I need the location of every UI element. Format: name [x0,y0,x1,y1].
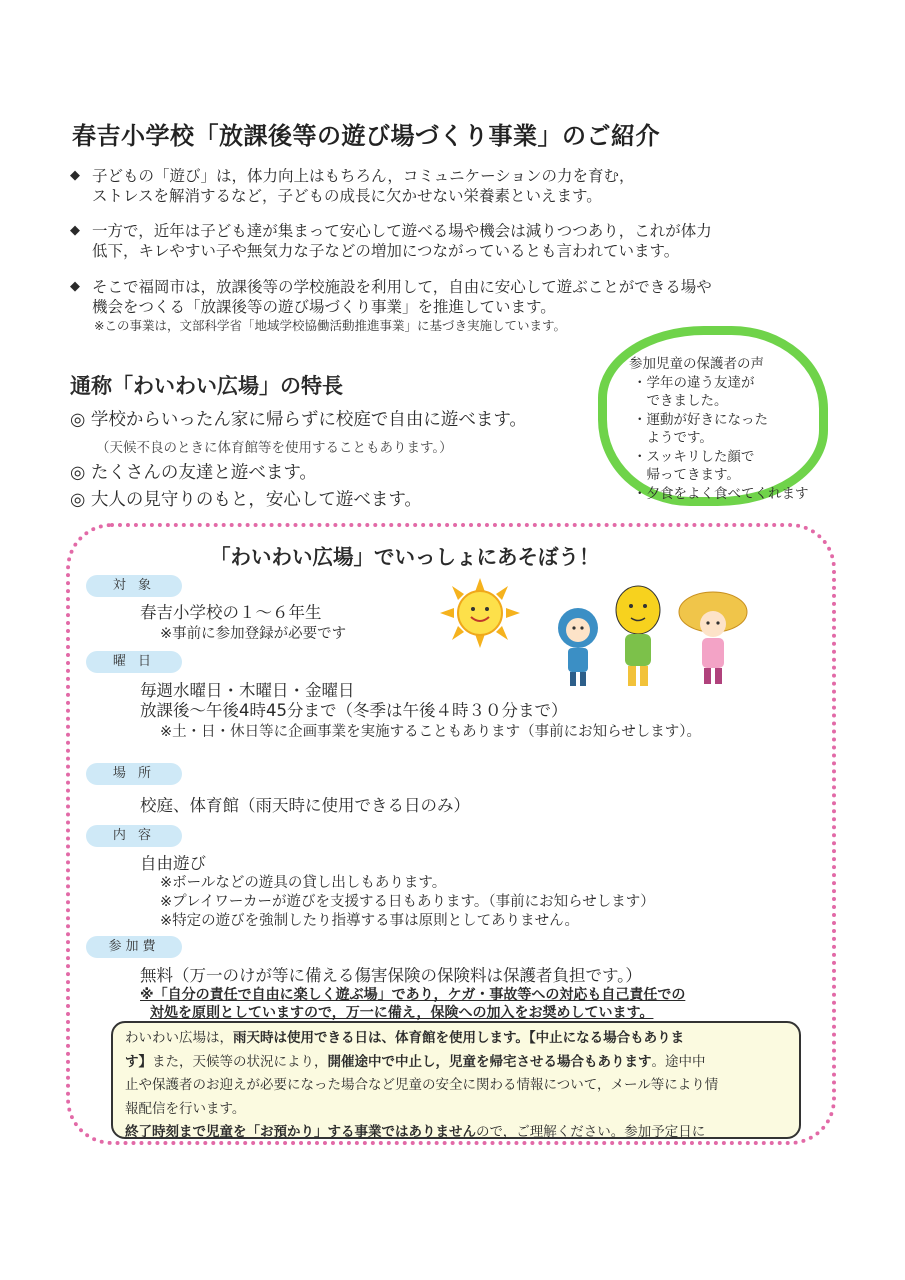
content-text: 自由遊び [140,854,206,873]
info-text: 止や保護者のお迎えが必要になった場合など児童の安全に関わる情報について，メール等により情 [125,1077,719,1093]
intro-bullet [70,221,810,261]
info-box [111,1021,801,1139]
voice-line: できました。 [633,393,728,409]
intro-bullet [70,277,810,317]
voices-title: 参加児童の保護者の声 [629,356,764,372]
bullet-line: 低下，キレやすい子や無気力な子などの増加につながっているとも言われています。 [92,242,680,260]
diamond-icon: ◆ [70,223,80,238]
content-note: ※特定の遊びを強制したり指導する事は原則としてありません。 [160,913,580,929]
voice-line: 帰ってきます。 [633,467,740,483]
feature-item: ◎ たくさんの友達と遊べます。 [70,463,317,483]
bullet-line: 子どもの「遊び」は，体力向上はもちろん，コミュニケーションの力を育む， [92,167,635,185]
sun-illustration [440,578,520,648]
time-text: 放課後～午後4時45分まで（冬季は午後４時３０分まで） [140,701,568,720]
voice-line: ・スッキリした顔で [633,448,755,465]
parent-voices-bubble [598,326,828,506]
target-note: ※事前に参加登録が必要です [160,626,347,642]
kids-illustration [553,578,753,698]
days-label: 曜 日 [86,651,182,673]
features-title: 通称「わいわい広場」の特長 [70,374,343,398]
target-label: 対 象 [86,575,182,597]
target-text: 春吉小学校の１～６年生 [140,603,322,622]
voice-line: ・学年の違う友達が [633,374,755,391]
event-title: 「わいわい広場」でいっしょにあそぼう！ [210,545,600,569]
days-note: ※土・日・休日等に企画事業を実施することもあります（事前にお知らせします）。 [160,724,701,740]
page-title: 春吉小学校「放課後等の遊び場づくり事業」のご紹介 [72,122,660,150]
fee-text: 無料（万一のけが等に備える傷害保険の保険料は保護者負担です。） [140,966,642,985]
content-label: 内 容 [86,825,182,847]
content-note: ※プレイワーカーが遊びを支援する日もあります。（事前にお知らせします） [160,894,655,910]
info-text: また，天候等の状況により， [152,1053,328,1070]
bullet-line: そこで福岡市は，放課後等の学校施設を利用して，自由に安心して遊ぶことができる場や [92,278,712,296]
feature-note: （天候不良のときに体育館等を使用することもあります。） [96,440,453,456]
diamond-icon: ◆ [70,279,80,294]
voice-line: ・運動が好きになった [633,411,768,428]
voice-line: ・夕食をよく食べてくれます [633,485,809,502]
feature-item: ◎ 学校からいったん家に帰らずに校庭で自由に遊べます。 [70,410,527,430]
fee-warning: 対処を原則としていますので，万一に備え，保険への加入をお奨めしています。 [150,1005,654,1021]
info-bold: す】 [125,1053,152,1070]
fee-label: 参加費 [86,936,182,958]
intro-bullet [70,166,810,206]
bullet-line: ストレスを解消するなど，子どもの成長に欠かせない栄養素といえます。 [92,187,602,205]
content-note: ※ボールなどの遊具の貸し出しもあります。 [160,875,447,891]
diamond-icon: ◆ [70,168,80,183]
days-text: 毎週水曜日・木曜日・金曜日 [140,681,355,700]
bullet-line: 機会をつくる「放課後等の遊び場づくり事業」を推進しています。 [92,298,556,316]
place-text: 校庭、体育館（雨天時に使用できる日のみ） [140,796,470,815]
info-text: 。途中中 [651,1053,706,1070]
feature-item: ◎ 大人の見守りのもと，安心して遊べます。 [70,490,422,510]
voice-line: ようです。 [633,430,713,446]
bullet-line: 一方で，近年は子ども達が集まって安心して遊べる場や機会は減りつつあり，これが体力 [92,222,712,240]
info-text: わいわい広場は， [125,1030,233,1046]
info-bold: 雨天時は使用できる日は、体育館を使用します。【中止になる場合もありま [233,1030,685,1046]
info-text: 報配信を行います。 [125,1100,246,1117]
fee-warning: ※「自分の責任で自由に楽しく遊ぶ場」であり，ケガ・事故等への対応も自己責任での [140,987,686,1003]
project-note: ※この事業は，文部科学省「地域学校協働活動推進事業」に基づき実施しています。 [94,318,566,333]
info-bold: 開催途中で中止し，児童を帰宅させる場合もあります [327,1053,652,1070]
place-label: 場 所 [86,763,182,785]
info-text: ので，ご理解ください。参加予定日に [476,1124,706,1140]
info-bold: 終了時刻まで児童を「お預かり」する事業ではありません [125,1124,476,1140]
